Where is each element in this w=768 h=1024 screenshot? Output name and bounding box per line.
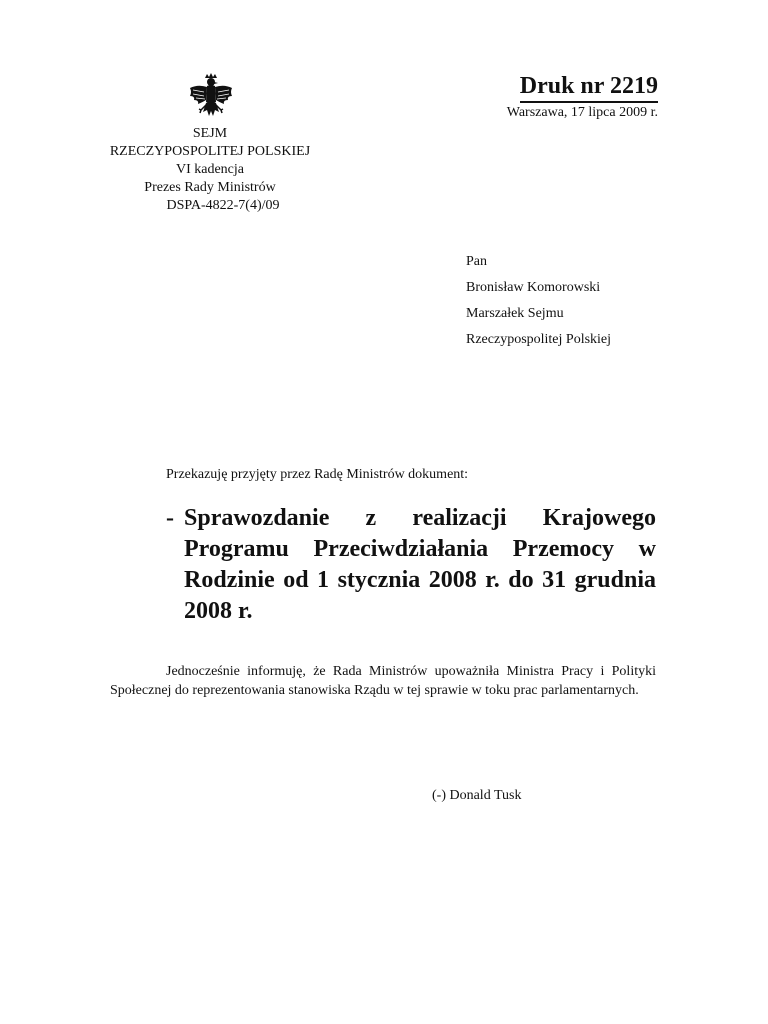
addressee-block (466, 249, 611, 353)
reference-number: DSPA-4822-7(4)/09 (166, 198, 280, 213)
sender-line-term: VI kadencja (175, 162, 245, 177)
addressee-line-name: Bronisław Komorowski (466, 280, 601, 295)
addressee-line-salutation: Pan (466, 254, 487, 269)
signature: (-) Donald Tusk (432, 788, 522, 803)
sender-line-sejm: SEJM (192, 126, 228, 141)
intro-sentence: Przekazuję przyjęty przez Radę Ministrów dokument: (166, 467, 469, 482)
list-bullet: - (166, 505, 174, 531)
authorization-paragraph: Jednocześnie informuję, że Rada Ministrów upoważniła Ministra Pracy i Polityki Społecznej do reprezentowania stanowiska Rządu w tej sprawie w toku prac parlamentarnych. (110, 664, 656, 698)
sender-block (60, 125, 360, 215)
sender-line-republic: RZECZYPOSPOLITEJ POLSKIEJ (109, 144, 311, 159)
transmitted-document-title (166, 503, 656, 627)
addressee-line-institution: Rzeczypospolitej Polskiej (466, 332, 612, 347)
addressee-line-title: Marszałek Sejmu (466, 306, 564, 321)
polish-eagle-icon (186, 72, 236, 122)
print-number-title: Druk nr 2219 (520, 72, 658, 103)
document-date: Warszawa, 17 lipca 2009 r. (506, 105, 658, 120)
sender-line-prime-minister: Prezes Rady Ministrów (144, 180, 276, 195)
print-header (460, 72, 658, 122)
document-title-text: Sprawozdanie z realizacji Krajowego Programu Przeciwdziałania Przemocy w Rodzinie od 1 stycznia 2008 r. do 31 grudnia 2008 r. (184, 505, 656, 624)
